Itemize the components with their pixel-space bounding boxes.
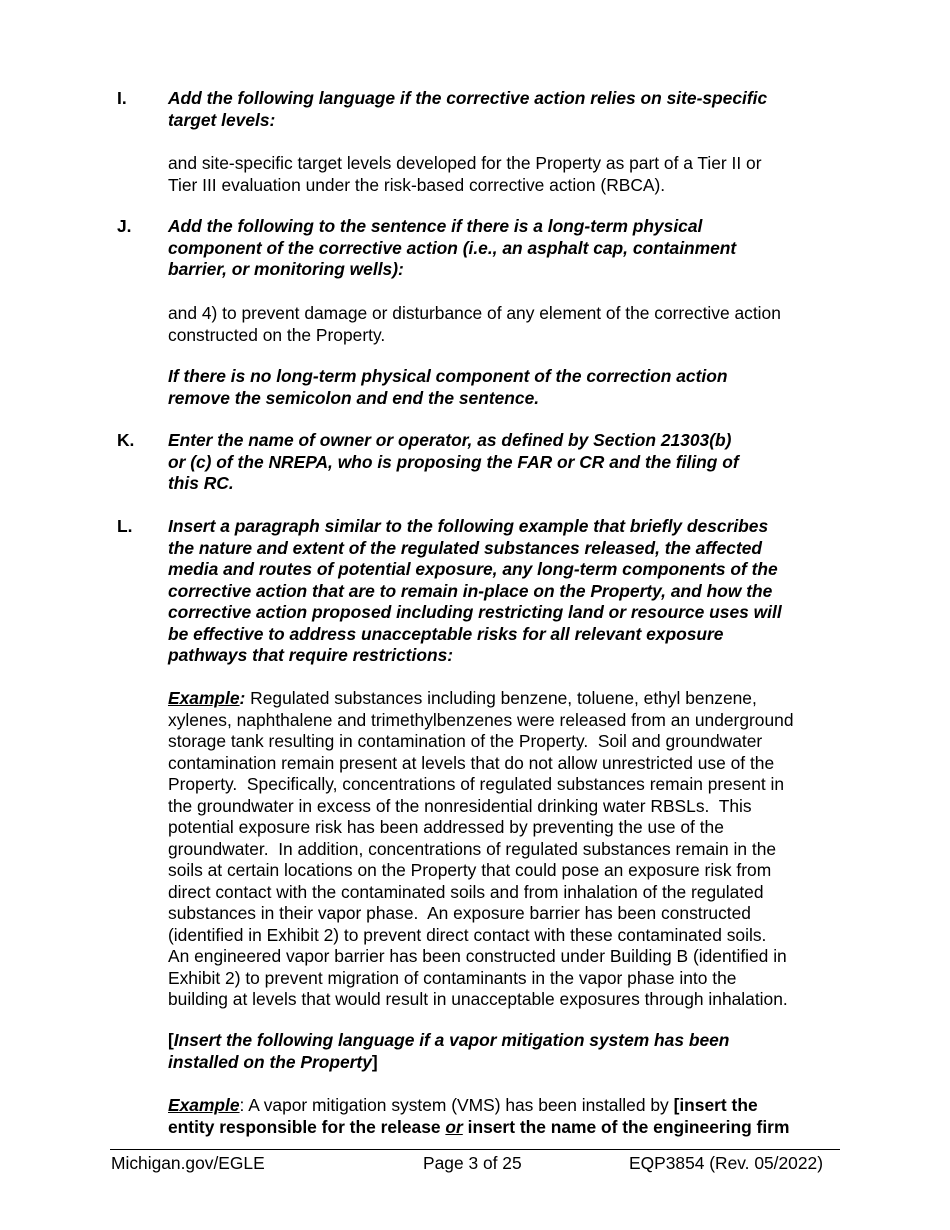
heading-line: target levels: bbox=[168, 109, 276, 130]
body-line: Exhibit 2) to prevent migration of contaminants in the vapor phase into the bbox=[168, 967, 737, 988]
body-line: An engineered vapor barrier has been constructed under Building B (identified in bbox=[168, 946, 787, 966]
note-line: remove the semicolon and end the sentence. bbox=[168, 387, 540, 408]
body-line: (identified in Exhibit 2) to prevent direct contact with these contaminated soils. bbox=[168, 924, 767, 945]
footer-page-number: Page 3 of 25 bbox=[423, 1153, 522, 1173]
heading-line: this RC. bbox=[168, 473, 234, 493]
footer-divider bbox=[110, 1149, 840, 1150]
body-line bbox=[168, 1095, 848, 1117]
bracket: [ bbox=[168, 1030, 174, 1050]
body-line: building at levels that would result in unacceptable exposures through inhalation. bbox=[168, 989, 788, 1009]
heading-line: barrier, or monitoring wells): bbox=[168, 259, 404, 279]
example-text: : A vapor mitigation system (VMS) has been installed by bbox=[239, 1095, 674, 1115]
section-j-body bbox=[168, 303, 848, 346]
section-j bbox=[117, 216, 837, 281]
section-heading bbox=[168, 216, 837, 281]
heading-line: be effective to address unacceptable risks for all relevant exposure bbox=[168, 623, 724, 644]
example-2-paragraph bbox=[168, 1095, 848, 1138]
vapor-line bbox=[168, 1052, 848, 1074]
body-line: direct contact with the contaminated soils and from inhalation of the regulated bbox=[168, 881, 764, 902]
heading-line: pathways that require restrictions: bbox=[168, 645, 454, 665]
heading-line: or (c) of the NREPA, who is proposing the FAR or CR and the filing of bbox=[168, 451, 739, 472]
section-letter: K. bbox=[117, 430, 135, 450]
vapor-text: Insert the following language if a vapor mitigation system has been bbox=[173, 1030, 730, 1050]
vapor-line bbox=[168, 1030, 848, 1052]
heading-line: the nature and extent of the regulated substances released, the affected bbox=[168, 537, 763, 558]
body-line: and site-specific target levels developed for the Property as part of a Tier II or bbox=[168, 153, 762, 173]
section-letter: L. bbox=[117, 516, 133, 536]
heading-line: corrective action that are to remain in-place on the Property, and how the bbox=[168, 580, 773, 601]
section-l bbox=[117, 516, 837, 667]
example-text: Regulated substances including benzene, toluene, ethyl benzene, bbox=[245, 688, 757, 708]
section-i-body bbox=[168, 153, 848, 196]
section-heading bbox=[168, 430, 837, 495]
heading-line: Insert a paragraph similar to the following example that briefly describes bbox=[168, 516, 769, 536]
body-line: contamination remain present at levels that do not allow unrestricted use of the bbox=[168, 752, 775, 773]
section-k bbox=[117, 430, 837, 495]
note-line: If there is no long-term physical component of the correction action bbox=[168, 366, 728, 386]
body-line: the groundwater in excess of the nonresidential drinking water RBSLs. This bbox=[168, 795, 752, 816]
section-heading bbox=[168, 516, 837, 667]
body-line: and 4) to prevent damage or disturbance of any element of the corrective action bbox=[168, 303, 781, 323]
heading-line: Add the following to the sentence if there is a long-term physical bbox=[168, 216, 703, 236]
example-label: Example bbox=[168, 688, 240, 708]
or-text: or bbox=[445, 1116, 463, 1137]
section-i bbox=[117, 88, 837, 131]
section-j-note bbox=[168, 366, 848, 409]
section-letter: J. bbox=[117, 216, 132, 236]
body-line: Property. Specifically, concentrations of regulated substances remain present in bbox=[168, 774, 785, 794]
section-letter: I. bbox=[117, 88, 127, 108]
vapor-instruction bbox=[168, 1030, 848, 1073]
body-line: groundwater. In addition, concentrations of regulated substances remain in the bbox=[168, 838, 777, 859]
example-paragraph bbox=[168, 688, 848, 1011]
body-line: substances in their vapor phase. An exposure barrier has been constructed bbox=[168, 903, 751, 923]
footer-left: Michigan.gov/EGLE bbox=[111, 1153, 265, 1173]
heading-line: corrective action proposed including restricting land or resource uses will bbox=[168, 602, 782, 622]
example-colon: : bbox=[239, 688, 246, 708]
section-heading bbox=[168, 88, 837, 131]
heading-line: media and routes of potential exposure, any long-term components of the bbox=[168, 559, 778, 579]
vapor-text: installed on the Property bbox=[168, 1051, 372, 1072]
heading-line: component of the corrective action (i.e., an asphalt cap, containment bbox=[168, 237, 737, 258]
heading-line: Enter the name of owner or operator, as defined by Section 21303(b) bbox=[168, 430, 732, 450]
body-line: potential exposure risk has been addressed by preventing the use of the bbox=[168, 817, 724, 837]
body-line: Tier III evaluation under the risk-based corrective action (RBCA). bbox=[168, 174, 666, 195]
body-line: soils at certain locations on the Property that could pose an exposure risk from bbox=[168, 860, 772, 880]
placeholder-text: entity responsible for the release bbox=[168, 1116, 446, 1137]
body-line: xylenes, naphthalene and trimethylbenzenes were released from an underground bbox=[168, 709, 794, 730]
body-line bbox=[168, 1117, 848, 1139]
body-line bbox=[168, 688, 848, 710]
placeholder-text: [insert the bbox=[673, 1095, 758, 1115]
placeholder-text: insert the name of the engineering firm bbox=[462, 1116, 790, 1137]
body-line: storage tank resulting in contamination of the Property. Soil and groundwater bbox=[168, 731, 763, 751]
example-label: Example bbox=[168, 1095, 240, 1115]
heading-line: Add the following language if the corrective action relies on site-specific bbox=[168, 88, 768, 108]
body-line: constructed on the Property. bbox=[168, 324, 386, 345]
bracket: ] bbox=[371, 1051, 378, 1072]
footer-form-number: EQP3854 (Rev. 05/2022) bbox=[629, 1153, 823, 1173]
